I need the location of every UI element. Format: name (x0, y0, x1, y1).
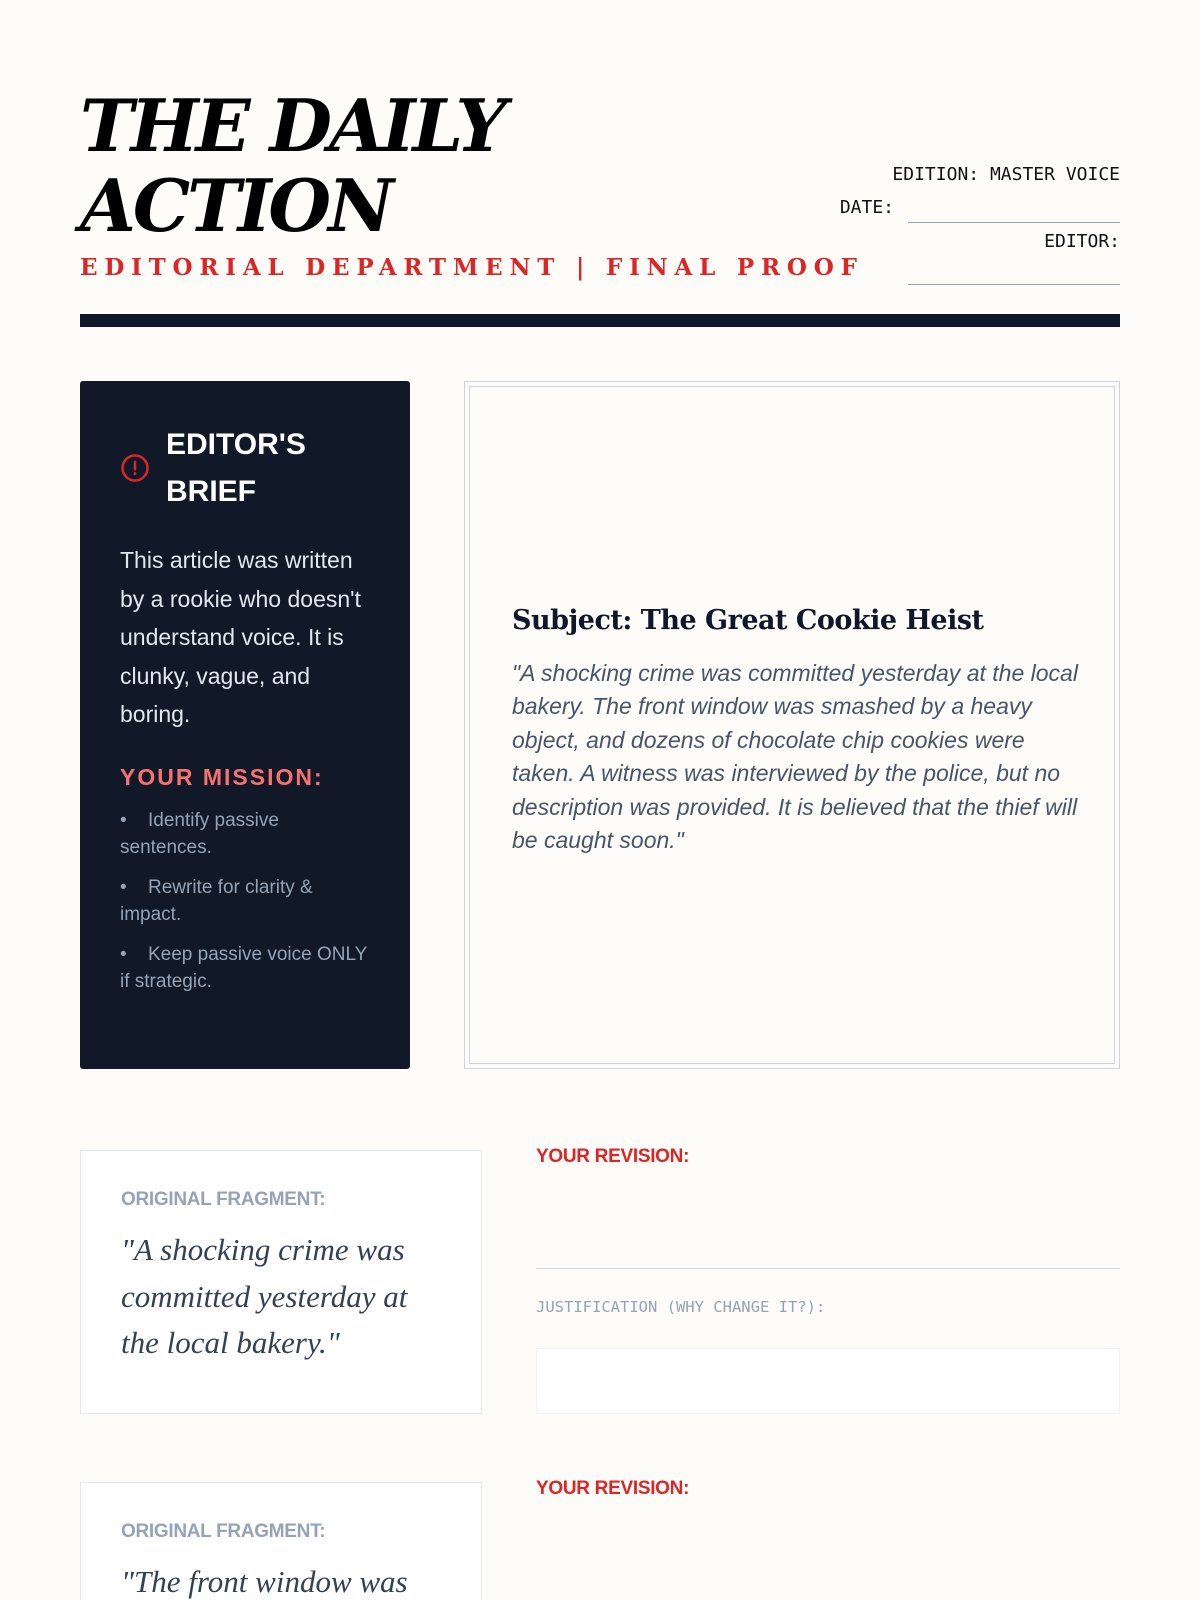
revision-input[interactable] (536, 1268, 1120, 1269)
justification-label: JUSTIFICATION (WHY CHANGE IT?): (536, 1298, 826, 1316)
subject-quote: "A shocking crime was committed yesterday at the local bakery. The front window was smashed by a heavy object, and dozens of chocolate chip cookies were taken. A witness was interviewed by the police, but no description was provided. It is believed that the thief will be caught soon." (512, 660, 1078, 854)
masthead-rule (80, 314, 1120, 327)
mission-item: • Rewrite for clarity & impact. (120, 876, 313, 925)
brief-text: This article was written by a rookie who doesn't understand voice. It is clunky, vague, and boring. (120, 547, 361, 727)
subject-card-inner (469, 386, 1115, 1064)
subject-card (464, 381, 1120, 1069)
date-label: DATE: (839, 197, 894, 218)
subject-title: Subject: The Great Cookie Heist (512, 605, 984, 636)
masthead-title: THE DAILY ACTION (80, 83, 504, 248)
fragment-label: ORIGINAL FRAGMENT: (121, 1189, 326, 1210)
fragment-card (80, 1482, 482, 1600)
date-field[interactable] (908, 222, 1120, 223)
justification-input[interactable] (536, 1348, 1120, 1414)
editors-brief-panel (80, 381, 410, 1069)
revision-label: YOUR REVISION: (536, 1146, 690, 1167)
fragment-card (80, 1150, 482, 1414)
brief-header (120, 421, 370, 515)
fragment-label: ORIGINAL FRAGMENT: (121, 1521, 326, 1542)
fragment-text: "The front window was (121, 1564, 408, 1599)
edition-label: EDITION: MASTER VOICE (892, 164, 1120, 185)
editor-label: EDITOR: (1044, 231, 1120, 252)
alert-circle-icon (120, 453, 150, 483)
mission-item: • Keep passive voice ONLY if strategic. (120, 943, 367, 992)
mission-list (120, 807, 370, 995)
mission-item: • Identify passive sentences. (120, 809, 279, 858)
fragment-text: "A shocking crime was committed yesterday at the local bakery." (121, 1232, 408, 1360)
editor-field[interactable] (908, 284, 1120, 285)
revision-label: YOUR REVISION: (536, 1478, 690, 1499)
masthead-subtitle: EDITORIAL DEPARTMENT | FINAL PROOF (80, 254, 864, 281)
mission-heading: YOUR MISSION: (120, 763, 324, 790)
worksheet-page (80, 0, 1120, 1600)
brief-title: EDITOR'S BRIEF (166, 428, 306, 508)
